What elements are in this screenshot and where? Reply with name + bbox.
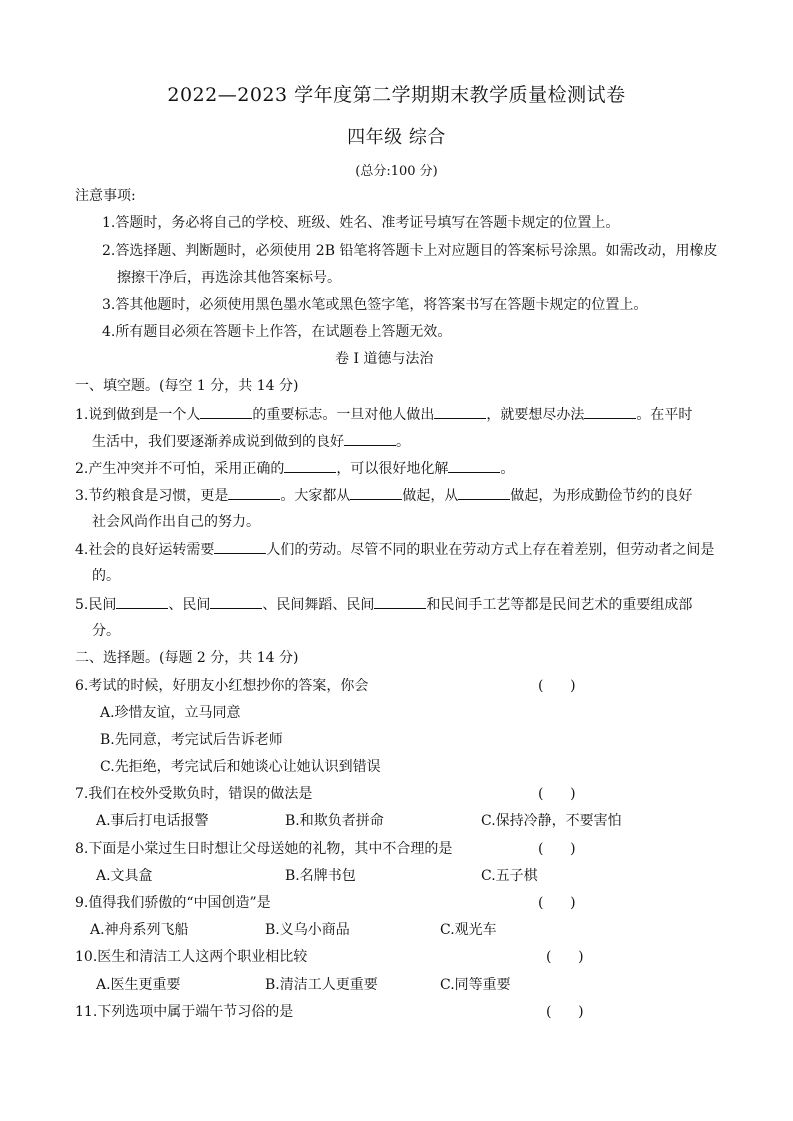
option-b: B.清洁工人更重要 [265, 977, 378, 993]
question-text: 、民间 [168, 597, 211, 613]
question-7: 7.我们在校外受欺负时，错误的做法是 [75, 786, 313, 802]
answer-parentheses: ( ) [538, 841, 576, 857]
question-text: 做起，为形成勤俭节约的良好 [510, 488, 693, 504]
answer-blank [214, 539, 266, 554]
answer-blank [448, 458, 500, 473]
answer-blank [210, 594, 262, 609]
exam-title: 2022—2023 学年度第二学期期末教学质量检测试卷 [167, 84, 626, 106]
question-text: 2.产生冲突并不可怕，采用正确的 [75, 461, 285, 477]
question-text: 生活中，我们要逐渐养成说到做到的良好 [92, 434, 344, 450]
question-text: 。在平时 [636, 407, 693, 423]
question-text: 的重要标志。一旦对他人做出 [252, 407, 435, 423]
section-heading: 一、填空题。(每空 1 分，共 14 分) [75, 378, 299, 394]
answer-parentheses: ( ) [538, 895, 576, 911]
grade-subject: 四年级 综合 [347, 127, 446, 148]
question-text: ，就要想尽办法 [486, 407, 585, 423]
answer-parentheses: ( ) [538, 786, 576, 802]
section-heading: 二、选择题。(每题 2 分，共 14 分) [75, 650, 299, 666]
answer-blank [116, 594, 168, 609]
notice-item: 1.答题时，务必将自己的学校、班级、姓名、准考证号填写在答题卡规定的位置上。 [102, 215, 620, 231]
question-8: 8.下面是小棠过生日时想让父母送她的礼物，其中不合理的是 [75, 841, 453, 857]
question-text: 。大家都从 [280, 488, 351, 504]
question-text: 。 [396, 434, 410, 450]
answer-blank [344, 431, 396, 446]
option-c: C.同等重要 [440, 977, 511, 993]
option-c: C.保持冷静，不要害怕 [481, 813, 622, 829]
option-c: C.观光车 [440, 922, 497, 938]
answer-blank [458, 485, 510, 500]
question-3-cont: 社会风尚作出自己的努力。 [92, 514, 260, 530]
notice-item: 4.所有题目必须在答题卡上作答，在试题卷上答题无效。 [102, 324, 452, 340]
notice-item: 擦擦干净后，再选涂其他答案标号。 [117, 270, 341, 286]
question-3 [75, 485, 692, 506]
question-11: 11.下列选项中属于端午节习俗的是 [75, 1004, 294, 1020]
total-score: (总分:100 分) [355, 164, 438, 179]
option-b: B.名牌书包 [285, 868, 356, 884]
answer-blank [200, 404, 252, 419]
answer-blank [584, 404, 636, 419]
question-6: 6.考试的时候，好朋友小红想抄你的答案，你会 [75, 678, 369, 694]
question-text: 。 [500, 461, 515, 477]
question-text: 1.说到做到是一个人 [75, 407, 201, 423]
option-c: C.五子棋 [481, 868, 538, 884]
question-text: 、民间舞蹈、民间 [262, 597, 375, 613]
answer-parentheses: ( ) [538, 678, 576, 694]
option-a: A.医生更重要 [96, 977, 181, 993]
question-text: 和民间手工艺等都是民间艺术的重要组成部 [426, 597, 693, 613]
notice-item: 3.答其他题时，必须使用黑色墨水笔或黑色签字笔，将答案书写在答题卡规定的位置上。 [102, 297, 648, 313]
option-b: B.先同意，考完试后告诉老师 [100, 732, 283, 748]
question-text: ，可以很好地化解 [336, 461, 449, 477]
option-b: B.义乌小商品 [265, 922, 350, 938]
question-10: 10.医生和清洁工人这两个职业相比较 [75, 949, 308, 965]
question-5 [75, 594, 692, 615]
question-1 [75, 404, 692, 425]
answer-blank [350, 485, 402, 500]
question-text: 4.社会的良好运转需要 [75, 542, 215, 558]
answer-blank [228, 485, 280, 500]
question-9: 9.值得我们骄傲的“中国创造”是 [75, 895, 271, 911]
question-text: 人们的劳动。尽管不同的职业在劳动方式上存在着差别，但劳动者之间是 [266, 542, 715, 558]
question-text: 做起，从 [402, 488, 459, 504]
question-4 [75, 539, 714, 560]
notice-label: 注意事项: [75, 188, 136, 204]
question-4-cont: 的。 [92, 568, 120, 584]
notice-item: 2.答选择题、判断题时，必须使用 2B 铅笔将答题卡上对应题目的答案标号涂黑。如需改动，用橡皮 [102, 243, 718, 259]
answer-blank [434, 404, 486, 419]
option-a: A.珍惜友谊，立马同意 [100, 705, 241, 721]
answer-parentheses: ( ) [546, 1004, 584, 1020]
option-a: A.事后打电话报警 [96, 813, 209, 829]
option-b: B.和欺负者拼命 [285, 813, 384, 829]
option-a: A.文具盒 [96, 868, 153, 884]
question-text: 5.民间 [75, 597, 117, 613]
question-2 [75, 458, 514, 479]
volume-heading: 卷 I 道德与法治 [335, 351, 434, 367]
question-1-cont [92, 431, 410, 452]
answer-parentheses: ( ) [546, 949, 584, 965]
question-5-cont: 分。 [92, 623, 120, 639]
option-c: C.先拒绝，考完试后和她谈心让她认识到错误 [100, 759, 381, 775]
option-a: A.神舟系列飞船 [90, 922, 189, 938]
answer-blank [284, 458, 336, 473]
question-text: 3.节约粮食是习惯，更是 [75, 488, 229, 504]
answer-blank [374, 594, 426, 609]
